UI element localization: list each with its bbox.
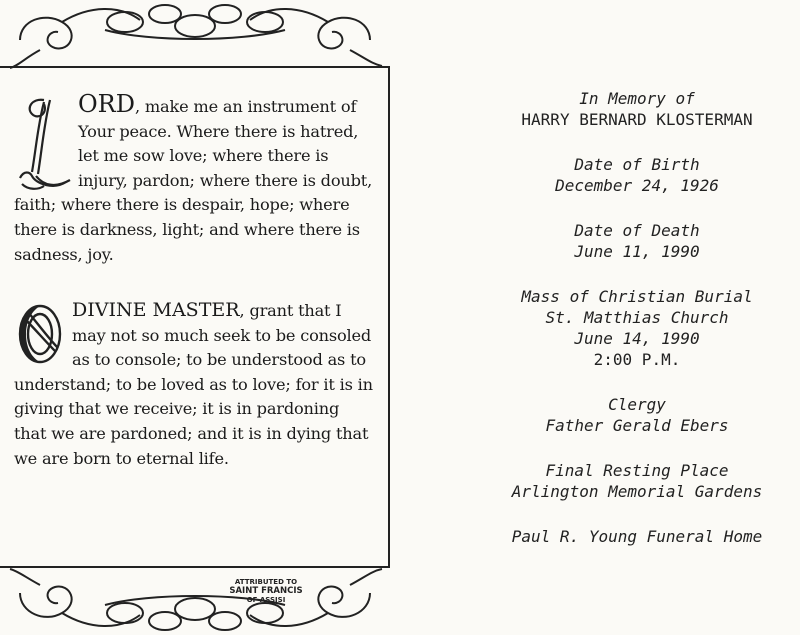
mass-date: June 14, 1990 [574,329,700,348]
funeral-home: Paul R. Young Funeral Home [511,527,763,546]
prayer-text-2: , grant that I may not so much seek to be consoled as to console; to be understood as to understand; to be loved as to love; for it is in giving that we receive; it is in pardoning that we are pardoned; and it is in dying that we are born to eternal life. [14,301,373,468]
church-name: St. Matthias Church [545,308,729,327]
memorial-heading: In Memory of [579,89,695,108]
resting-place-label: Final Resting Place [545,461,729,480]
memorial-details [440,88,800,547]
prayer-paragraph-1 [14,92,376,267]
attribution-name: SAINT FRANCIS [229,586,303,596]
decorative-l-initial [14,94,72,192]
death-label: Date of Death [574,221,700,240]
top-scroll-ornament [0,0,400,72]
birth-date: December 24, 1926 [555,176,719,195]
death-date: June 11, 1990 [574,242,700,261]
mass-label: Mass of Christian Burial [521,287,753,306]
attribution-place: OF ASSISI [246,596,286,604]
prayer-lead-word-lord: ORD [78,90,135,118]
bottom-scroll-ornament [0,563,400,635]
deceased-name: HARRY BERNARD KLOSTERMAN [521,110,753,129]
prayer-text-1: , make me an instrument of Your peace. Where there is hatred, let me sow love; where there is injury, pardon; where there is doubt, faith; where there is despair, hope; where there is darkness, light; and where there is sadness, joy. [14,97,373,264]
decorative-o-initial [14,298,66,370]
prayer-lead-word-divine-master: DIVINE MASTER [72,299,240,321]
birth-label: Date of Birth [574,155,700,174]
clergy-label: Clergy [608,395,666,414]
resting-place: Arlington Memorial Gardens [511,482,763,501]
prayer-panel [0,66,390,604]
clergy-name: Father Gerald Ebers [545,416,729,435]
mass-time: 2:00 P.M. [593,350,681,369]
prayer-paragraph-2 [14,298,376,471]
attribution-label: ATTRIBUTED TO [234,578,298,586]
